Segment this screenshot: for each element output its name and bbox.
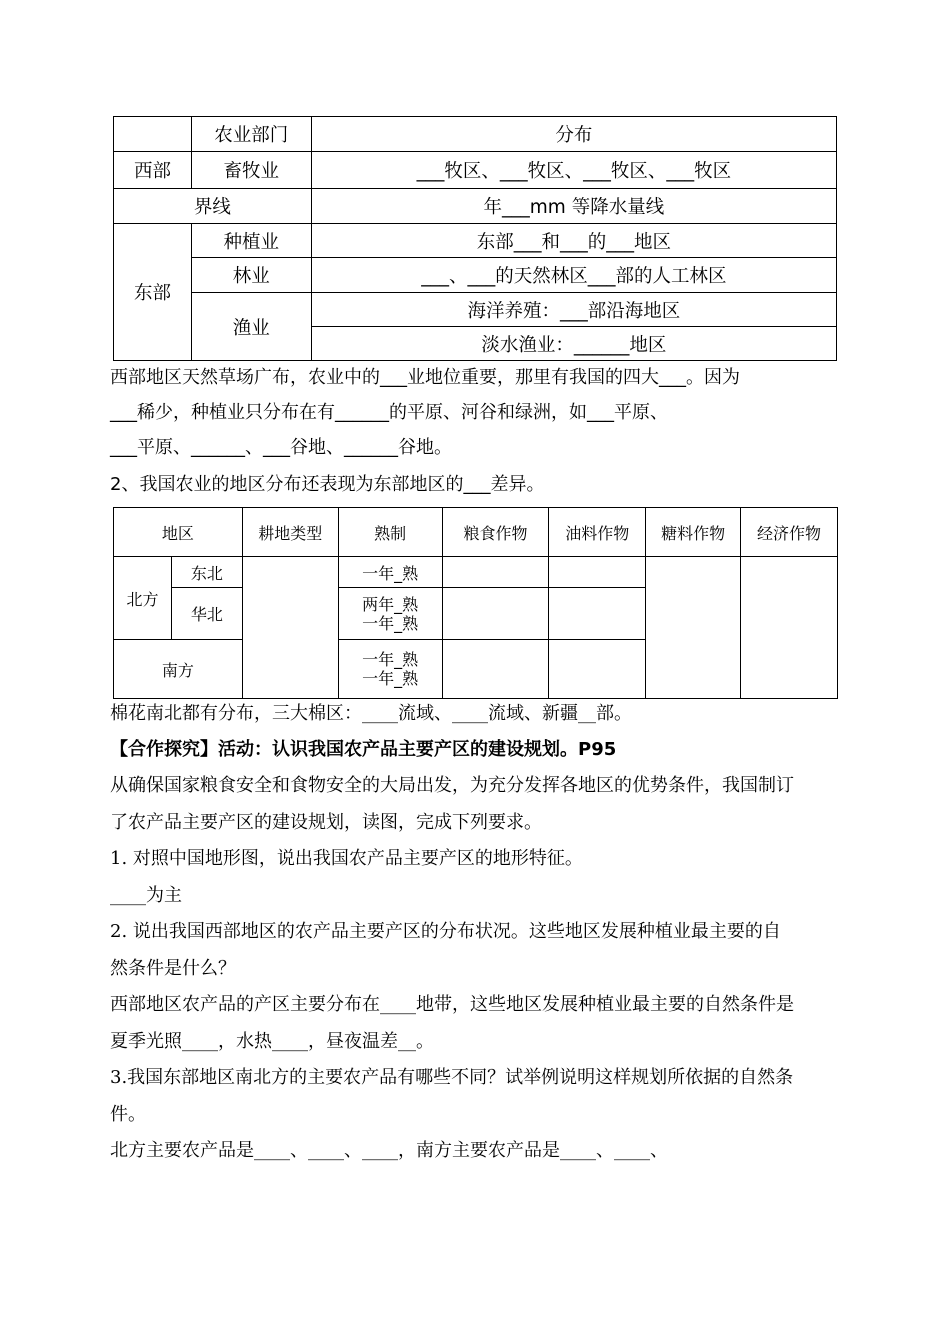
dist-sea-farming: 海洋养殖：___部沿海地区 (311, 293, 836, 327)
header-cropping-system: 熟制 (338, 508, 442, 557)
system-northeast: 一年_熟 (338, 557, 442, 588)
header-cash: 经济作物 (741, 508, 838, 557)
oil-northeast (549, 557, 646, 588)
sector-forestry: 林业 (191, 258, 311, 293)
question-2-line1: 2. 说出我国西部地区的农产品主要产区的分布状况。这些地区发展种植业最主要的自 (110, 921, 781, 942)
answer-1: ____为主 (110, 885, 182, 906)
dist-freshwater: 淡水渔业：______地区 (311, 327, 836, 361)
region-west: 西部 (114, 152, 192, 189)
north-south-table (113, 507, 838, 699)
system-northchina (338, 588, 442, 640)
header-region: 地区 (114, 508, 243, 557)
answer-2-line2: 夏季光照____，水热____，昼夜温差__。 (110, 1031, 434, 1052)
dist-livestock: ___牧区、___牧区、___牧区、___牧区 (311, 152, 836, 189)
oil-northchina (549, 588, 646, 640)
agriculture-distribution-table (113, 116, 837, 361)
land-type-cell (242, 557, 338, 699)
question-2-line2: 然条件是什么？ (110, 958, 236, 979)
region-northchina: 华北 (171, 588, 242, 640)
grain-northchina (442, 588, 549, 640)
para1-line1: 西部地区天然草场广布，农业中的___业地位重要，那里有我国的四大___。因为 (110, 367, 740, 388)
sector-livestock: 畜牧业 (191, 152, 311, 189)
grain-northeast (442, 557, 549, 588)
header-grain: 粮食作物 (442, 508, 549, 557)
question-1: 1. 对照中国地形图，说出我国农产品主要产区的地形特征。 (110, 848, 583, 869)
answer-3: 北方主要农产品是____、____、____，南方主要农产品是____、____、 (110, 1140, 668, 1161)
header-land-type: 耕地类型 (242, 508, 338, 557)
para1-line2: ___稀少，种植业只分布在有______的平原、河谷和绿洲，如___平原、 (110, 402, 668, 423)
region-south: 南方 (114, 640, 243, 699)
grain-south (442, 640, 549, 699)
activity-title: 【合作探究】活动：认识我国农产品主要产区的建设规划。P95 (110, 739, 617, 760)
answer-2-line1: 西部地区农产品的产区主要分布在____地带，这些地区发展种植业最主要的自然条件是 (110, 994, 794, 1015)
sugar-cell (646, 557, 741, 699)
intro-line1: 从确保国家粮食安全和食物安全的大局出发，为充分发挥各地区的优势条件，我国制订 (110, 775, 794, 796)
system-south-2: 一年_熟 (362, 669, 419, 688)
table1-header-sector: 农业部门 (191, 117, 311, 152)
region-east: 东部 (114, 224, 192, 361)
boundary-label: 界线 (114, 189, 312, 224)
dist-forestry: ___、___的天然林区___部的人工林区 (311, 258, 836, 293)
oil-south (549, 640, 646, 699)
table1-header-distribution: 分布 (311, 117, 836, 152)
cash-cell (741, 557, 838, 699)
system-northchina-2: 一年_熟 (362, 613, 419, 633)
table1-header-blank (114, 117, 192, 152)
dist-crop: 东部___和___的___地区 (311, 224, 836, 258)
intro-line2: 了农产品主要产区的建设规划，读图，完成下列要求。 (110, 812, 542, 833)
sector-fishery: 渔业 (191, 293, 311, 361)
question-3-line1: 3.我国东部地区南北方的主要农产品有哪些不同？试举例说明这样规划所依据的自然条 (110, 1067, 794, 1088)
boundary-dist: 年___mm 等降水量线 (311, 189, 836, 224)
region-north: 北方 (114, 557, 172, 640)
sector-crop: 种植业 (191, 224, 311, 258)
cotton-line: 棉花南北都有分布，三大棉区：____流域、____流域、新疆__部。 (110, 703, 632, 724)
header-oil: 油料作物 (549, 508, 646, 557)
para1-line3: ___平原、______、___谷地、______谷地。 (110, 437, 452, 458)
system-northchina-1: 两年_熟 (362, 594, 419, 614)
system-south (338, 640, 442, 699)
system-south-1: 一年_熟 (362, 650, 419, 669)
question2-title: 2、我国农业的地区分布还表现为东部地区的___差异。 (110, 474, 545, 495)
header-sugar: 糖料作物 (646, 508, 741, 557)
region-northeast: 东北 (171, 557, 242, 588)
question-3-line2: 件。 (110, 1104, 146, 1125)
